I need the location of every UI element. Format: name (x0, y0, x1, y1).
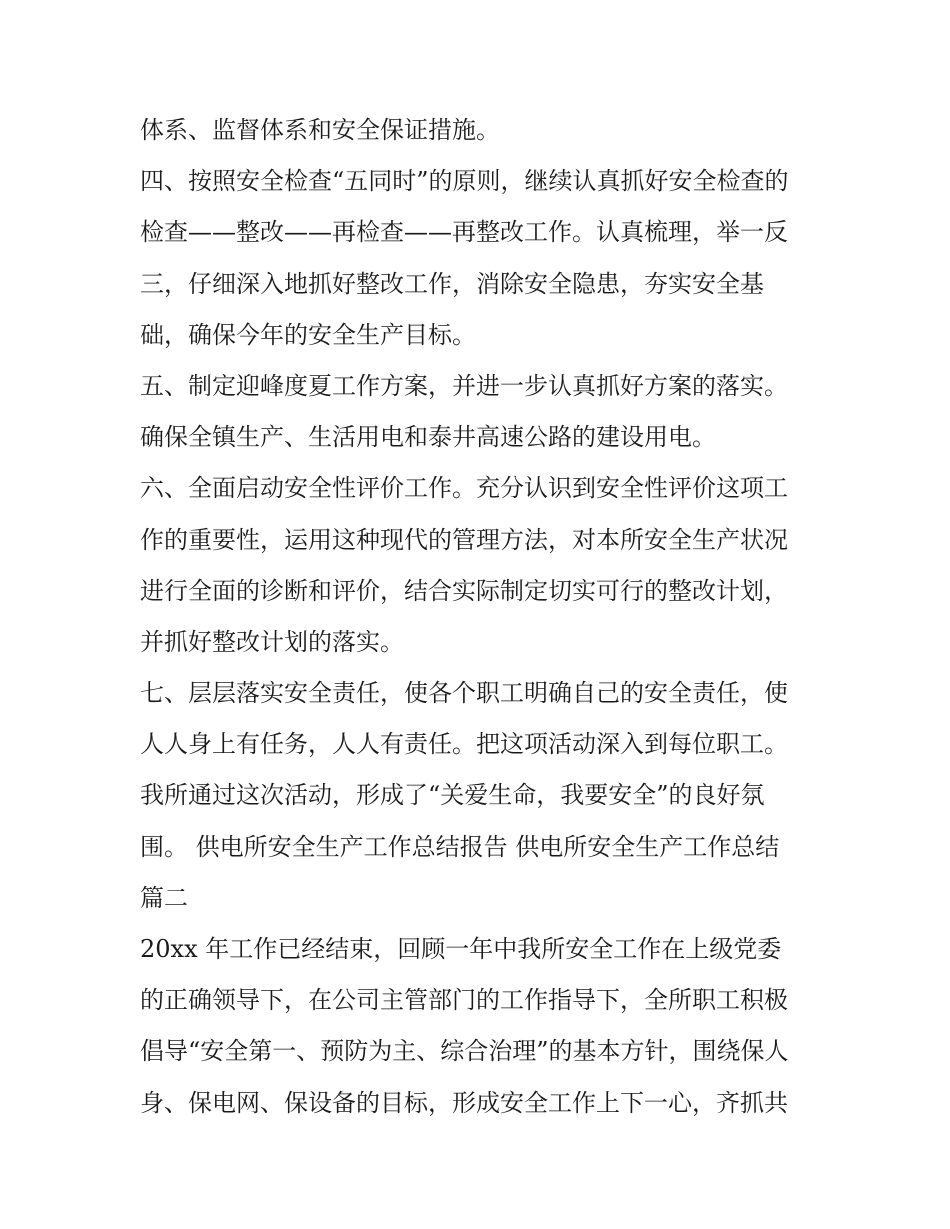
text-line: 进行全面的诊断和评价，结合实际制定切实可行的整改计划， (140, 576, 788, 605)
text-line: 倡导“安全第一、预防为主、综合治理”的基本方针，围绕保人 (140, 1037, 789, 1066)
text-line: 身、保电网、保设备的目标，形成安全工作上下一心，齐抓共 (140, 1088, 788, 1117)
text-line: 四、按照安全检查“五同时”的原则，继续认真抓好安全检查的 (140, 167, 789, 196)
section-heading: 篇二 (140, 883, 188, 912)
text-line: 人人身上有任务，人人有责任。把这项活动深入到每位职工。 (140, 730, 788, 759)
text-line: 我所通过这次活动，形成了“关爱生命，我要安全”的良好氛 (140, 781, 765, 810)
text-line: 确保全镇生产、生活用电和泰井高速公路的建设用电。 (140, 423, 716, 452)
text-line: 检查——整改——再检查——再整改工作。认真梳理，举一反 (140, 218, 788, 247)
text-line: 六、全面启动安全性评价工作。充分认识到安全性评价这项工 (140, 474, 788, 503)
text-line: 20xx 年工作已经结束，回顾一年中我所安全工作在上级党委 (140, 935, 782, 963)
text-line: 七、层层落实安全责任，使各个职工明确自己的安全责任，使 (140, 679, 788, 708)
text-line: 础，确保今年的安全生产目标。 (140, 320, 476, 349)
text-line: 五、制定迎峰度夏工作方案，并进一步认真抓好方案的落实。 (140, 371, 788, 400)
text-line: 的正确领导下，在公司主管部门的工作指导下，全所职工积极 (140, 986, 788, 1015)
text-line: 体系、监督体系和安全保证措施。 (140, 116, 500, 144)
text-line: 围。 供电所安全生产工作总结报告 供电所安全生产工作总结 (140, 832, 780, 861)
text-line: 并抓好整改计划的落实。 (140, 627, 404, 656)
body-text (140, 105, 830, 1129)
text-line: 作的重要性，运用这种现代的管理方法，对本所安全生产状况 (140, 525, 788, 554)
text-line: 三，仔细深入地抓好整改工作，消除安全隐患，夯实安全基 (140, 269, 764, 298)
